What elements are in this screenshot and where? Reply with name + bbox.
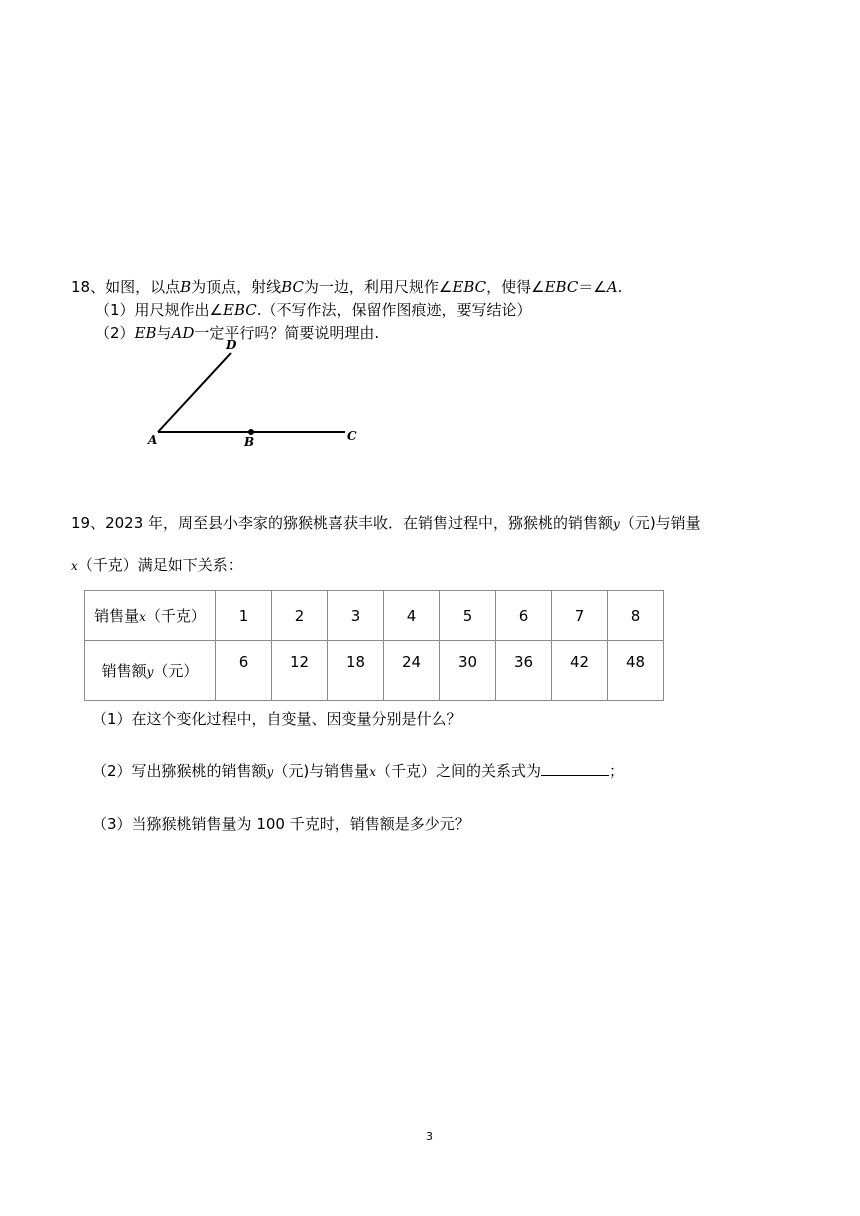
table-cell: 24 — [384, 641, 440, 701]
table-cell: 18 — [328, 641, 384, 701]
sales-table — [84, 590, 664, 701]
table-cell: 6 — [496, 591, 552, 641]
q18-stem: 18、如图，以点B为顶点，射线BC为一边，利用尺规作∠EBC，使得∠EBC＝∠A. — [71, 278, 623, 296]
q19-stem-line1: 19、2023 年，周至县小李家的猕猴桃喜获丰收．在销售过程中，猕猴桃的销售额y（元)与销量 — [71, 514, 701, 532]
table-header-revenue: 销售额y（元） — [85, 641, 216, 701]
q18-subquestion-2: （2）EB与AD一定平行吗？简要说明理由. — [95, 324, 380, 342]
q19-subquestion-3: （3）当猕猴桃销售量为 100 千克时，销售额是多少元？ — [92, 815, 470, 833]
table-header-quantity: 销售量x（千克） — [85, 591, 216, 641]
q19-subquestion-1: （1）在这个变化过程中，自变量、因变量分别是什么？ — [92, 710, 462, 728]
table-cell: 1 — [216, 591, 272, 641]
table-cell: 5 — [440, 591, 496, 641]
table-row-quantity — [85, 591, 664, 641]
answer-blank[interactable] — [541, 761, 609, 776]
q19-stem-line2: x（千克）满足如下关系： — [71, 556, 243, 574]
table-cell: 12 — [272, 641, 328, 701]
ray-ad — [158, 353, 231, 432]
table-cell: 3 — [328, 591, 384, 641]
q18-subquestion-1: （1）用尺规作出∠EBC.（不写作法，保留作图痕迹，要写结论） — [95, 301, 532, 319]
table-cell: 8 — [608, 591, 664, 641]
page-number: 3 — [426, 1130, 433, 1143]
table-cell: 2 — [272, 591, 328, 641]
table-cell: 48 — [608, 641, 664, 701]
table-row-revenue — [85, 641, 664, 701]
table-cell: 36 — [496, 641, 552, 701]
label-b: B — [244, 435, 255, 449]
table-cell: 7 — [552, 591, 608, 641]
label-a: A — [148, 433, 158, 447]
table-cell: 6 — [216, 641, 272, 701]
angle-figure — [140, 335, 370, 455]
label-d: D — [226, 338, 237, 352]
table-cell: 30 — [440, 641, 496, 701]
label-c: C — [347, 429, 357, 443]
table-cell: 4 — [384, 591, 440, 641]
table-cell: 42 — [552, 641, 608, 701]
q19-subquestion-2: （2）写出猕猴桃的销售额y（元)与销售量x（千克）之间的关系式为 ； — [92, 762, 624, 780]
